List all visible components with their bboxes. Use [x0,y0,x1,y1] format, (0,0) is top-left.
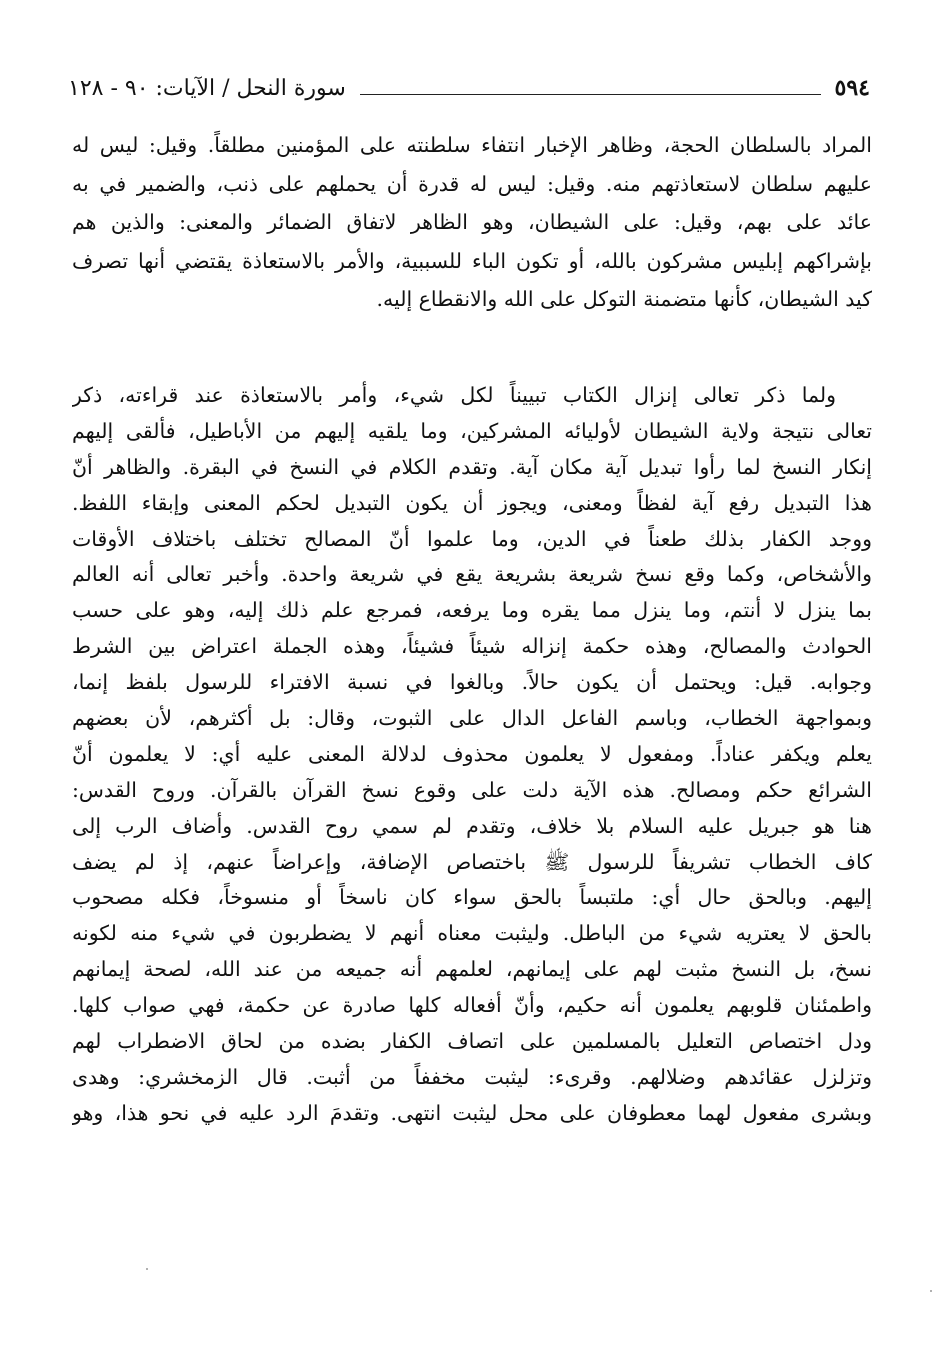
page-number: ٥٩٤ [834,75,870,101]
header-rule [360,94,821,95]
text-line: واطمئنان قلوبهم يعلمون أنه حكيم، وأنّ أفعاله كلها صادرة عن حكمة، فهي صواب كلها. [72,993,872,1018]
text-line: يعلم ويكفر عناداً. ومفعول لا يعلمون محذوف لدلالة المعنى عليه أي: لا يعلمون أنّ [72,741,872,766]
text-line: بإشراكهم إبليس مشركون بالله، أو تكون الباء للسببية، والأمر بالاستعاذة يقتضي أنها تصرف [72,248,872,273]
paragraph-2 [72,378,872,1132]
text-line: الحوادث والمصالح، وهذه حكمة إنزاله شيئاً فشيئاً، وهذه الجملة اعتراض بين الشرط [72,634,872,659]
scan-speck [146,1268,148,1270]
paragraph-1 [72,126,872,319]
text-line: الشرائع حكم ومصالح. هذه الآية دلت على وقوع نسخ القرآن بالقرآن. وروح القدس: [72,777,872,802]
text-line: هذا التبديل رفع آية لفظاً ومعنى، ويجوز أن يكون التبديل لحكم المعنى وإبقاء اللفظ. [72,490,872,515]
text-line: كاف الخطاب تشريفاً للرسول ﷺ باختصاص الإضافة، وإعراضاً عنهم، إذ لم يضف [72,849,872,874]
text-line: إليهم. وبالحق حال أي: ملتبساً بالحق سواء كان ناسخاً أو منسوخاً، فكله مصحوب [72,885,872,910]
text-line: كيد الشيطان، كأنها متضمنة التوكل على الله والانقطاع إليه. [376,287,872,311]
text-line: المراد بالسلطان الحجة، وظاهر الإخبار انتفاء سلطنته على المؤمنين مطلقاً. وقيل: ليس له [72,133,872,157]
text-line: بما ينزل لا أنتم، وما ينزل مما يقره وما يرفعه، فمرجع علم ذلك إليه، وهو على حسب [72,598,872,623]
text-line: وبمواجهة الخطاب، وباسم الفاعل الدال على الثبوت، وقال: بل أكثرهم، لأن بعضهم [72,706,872,731]
text-line: وجوابه. قيل: ويحتمل أن يكون حالاً. وبالغوا في نسبة الافتراء للرسول بلفظ إنما، [72,670,872,695]
text-line: عليهم سلطان لاستعاذتهم منه. وقيل: ليس له قدرة أن يحملهم على ذنب، والضمير في به [72,171,872,196]
scan-speck [930,1290,932,1292]
running-head: سورة النحل / الآيات: ٩٠ - ١٢٨ [68,75,346,101]
text-line: عائد على بهم، وقيل: على الشيطان، وهو الظاهر لاتفاق الضمائر والمعنى: والذين هم [72,210,872,234]
text-line: نسخ، بل النسخ مثبت لهم على إيمانهم، لعلمهم أنه جميعه من عند الله، لصحة إيمانهم [72,957,872,982]
page-header [68,68,870,108]
text-line: ودل اختصاص التعليل بالمسلمين على اتصاف الكفار بضده من لحاق الاضطراب لهم [72,1029,872,1054]
text-line: هنا هو جبريل عليه السلام بلا خلاف، وتقدم لم سمي روح القدس. وأضاف الرب إلى [72,813,872,838]
text-line: بالحق لا يعتريه شيء من الباطل. وليثبت معناه أنهم لا يضطربون في شيء منه لكونه [72,921,872,946]
text-line: إنكار النسخ لما رأوا تبديل آية مكان آية. وتقدم الكلام في النسخ في البقرة. والظاهر أنّ [72,454,872,479]
text-line: وبشرى مفعول لهما معطوفان على محل ليثبت انتهى. وتقدمَ الرد عليه في نحو هذا، وهو [72,1100,872,1125]
text-line: وتزلزل عقائدهم وضلالهم. وقرىء: ليثبت مخففاً من أثبت. قال الزمخشري: وهدى [72,1064,872,1089]
text-line: تعالى نتيجة ولاية الشيطان لأوليائه المشركين، وما يلقيه إليهم من الأباطيل، فألقى إليهم [72,418,872,443]
text-line: ووجد الكفار بذلك طعناً في الدين، وما علموا أنّ المصالح تختلف باختلاف الأوقات [72,526,872,551]
text-line: والأشخاص، وكما وقع نسخ شريعة بشريعة يقع في شريعة واحدة. وأخبر تعالى أنه العالم [72,562,872,587]
text-line: ولما ذكر تعالى إنزال الكتاب تبييناً لكل شيء، وأمر بالاستعاذة عند قراءته، ذكر [72,383,836,407]
